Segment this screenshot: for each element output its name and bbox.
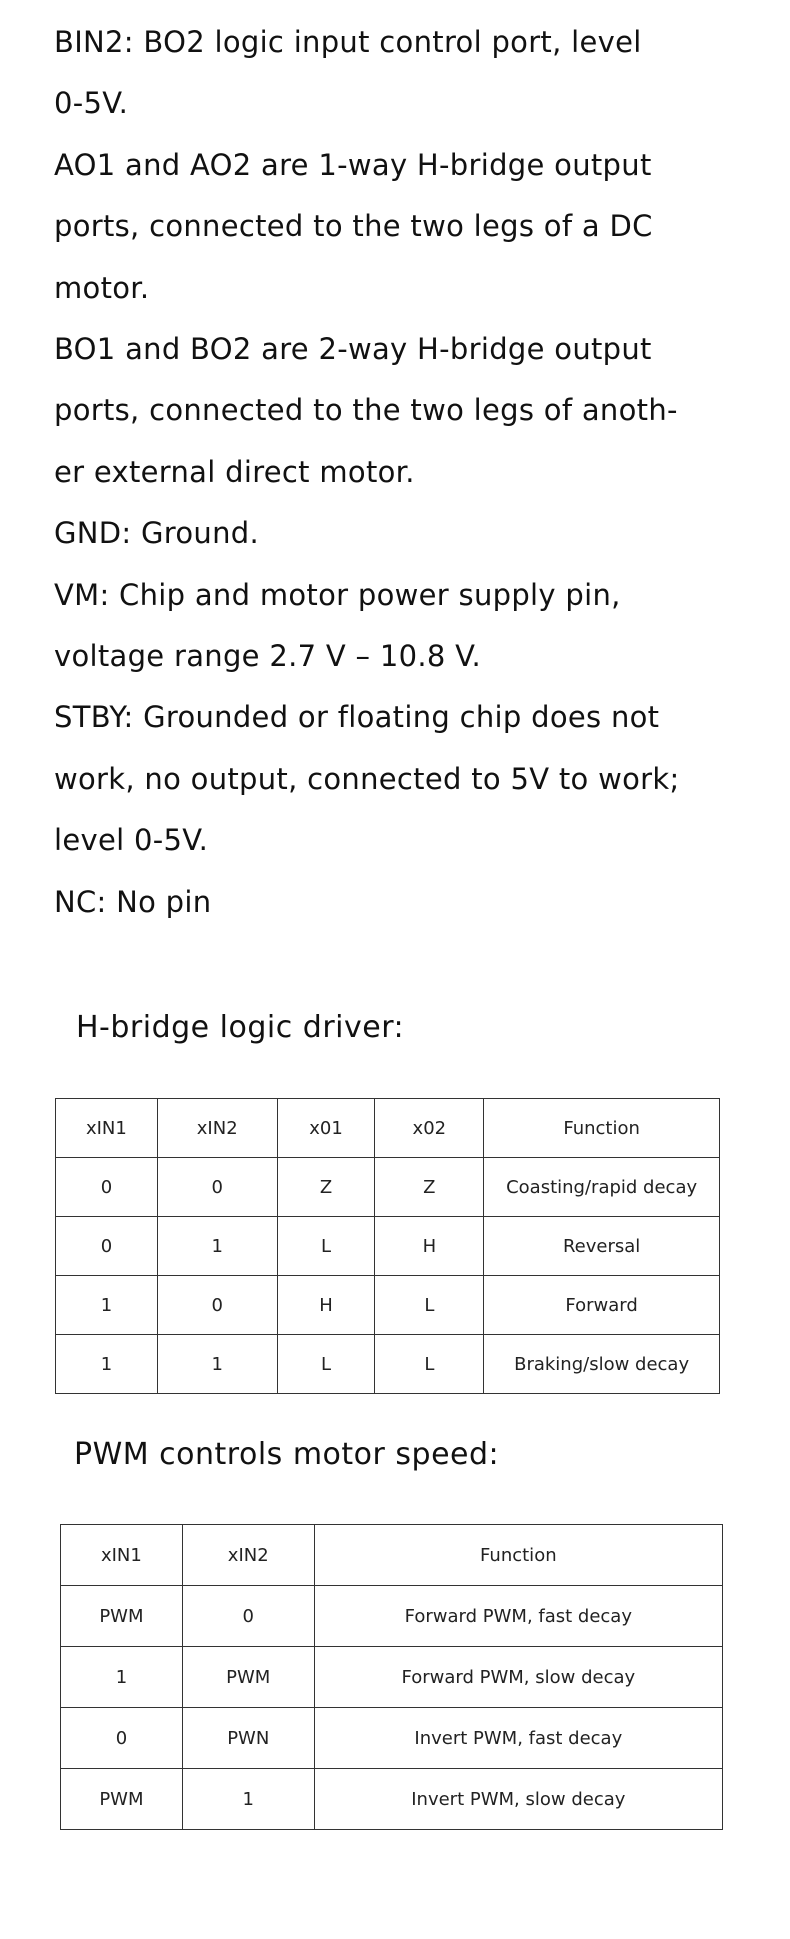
text-line: NC: No pin <box>54 884 212 919</box>
table-cell: L <box>375 1335 484 1394</box>
text-line: ports, connected to the two legs of a DC <box>54 209 653 244</box>
header-cell: x01 <box>277 1099 375 1158</box>
table-cell: 1 <box>157 1217 277 1276</box>
table-cell: 0 <box>157 1158 277 1217</box>
text-line: ports, connected to the two legs of anoth- <box>54 393 678 428</box>
table-row <box>61 1586 723 1647</box>
text-line: 0-5V. <box>54 86 129 121</box>
table-cell: Invert PWM, slow decay <box>314 1769 722 1830</box>
table-cell: PWM <box>61 1586 183 1647</box>
table-cell: 0 <box>56 1158 158 1217</box>
table-cell: 1 <box>61 1647 183 1708</box>
table-row <box>56 1335 720 1394</box>
header-cell: xIN1 <box>56 1099 158 1158</box>
table-cell: PWM <box>61 1769 183 1830</box>
table-row <box>56 1217 720 1276</box>
table-cell: 1 <box>56 1276 158 1335</box>
table-cell: 0 <box>182 1586 314 1647</box>
table-cell: 1 <box>157 1335 277 1394</box>
text-line: work, no output, connected to 5V to work; <box>54 761 680 796</box>
text-line: BIN2: BO2 logic input control port, level <box>54 25 642 59</box>
text-line: BO1 and BO2 are 2-way H-bridge output <box>54 332 652 367</box>
table-cell: L <box>277 1217 375 1276</box>
table-cell: H <box>277 1276 375 1335</box>
text-line: GND: Ground. <box>54 516 259 551</box>
table-cell: Invert PWM, fast decay <box>314 1708 722 1769</box>
text-line: er external direct motor. <box>54 454 415 489</box>
table-cell: L <box>375 1276 484 1335</box>
text-line: AO1 and AO2 are 1-way H-bridge output <box>54 147 652 182</box>
logic-table-title: H-bridge logic driver: <box>76 1010 405 1045</box>
table-cell: H <box>375 1217 484 1276</box>
header-cell: Function <box>484 1099 720 1158</box>
table-cell: 0 <box>56 1217 158 1276</box>
pwm-table-title: PWM controls motor speed: <box>74 1437 500 1472</box>
text-line: VM: Chip and motor power supply pin, <box>54 577 621 612</box>
text-line: STBY: Grounded or floating chip does not <box>54 700 660 735</box>
table-header-row <box>61 1525 723 1586</box>
table-cell: PWN <box>182 1708 314 1769</box>
header-cell: xIN1 <box>61 1525 183 1586</box>
table-cell: Reversal <box>484 1217 720 1276</box>
table-cell: Forward PWM, slow decay <box>314 1647 722 1708</box>
pin-description-text <box>54 12 754 933</box>
table-cell: Forward PWM, fast decay <box>314 1586 722 1647</box>
text-line: level 0-5V. <box>54 823 209 858</box>
table-cell: 1 <box>56 1335 158 1394</box>
table-cell: PWM <box>182 1647 314 1708</box>
table-row <box>56 1276 720 1335</box>
header-cell: xIN2 <box>157 1099 277 1158</box>
table-cell: Z <box>375 1158 484 1217</box>
table-row <box>56 1158 720 1217</box>
header-cell: Function <box>314 1525 722 1586</box>
table-row <box>61 1647 723 1708</box>
table-cell: 0 <box>61 1708 183 1769</box>
header-cell: x02 <box>375 1099 484 1158</box>
pwm-table <box>60 1524 723 1830</box>
table-cell: L <box>277 1335 375 1394</box>
text-line: voltage range 2.7 V – 10.8 V. <box>54 639 482 674</box>
table-header-row <box>56 1099 720 1158</box>
table-cell: Braking/slow decay <box>484 1335 720 1394</box>
logic-table <box>55 1098 720 1394</box>
text-line: motor. <box>54 270 150 305</box>
header-cell: xIN2 <box>182 1525 314 1586</box>
table-cell: Z <box>277 1158 375 1217</box>
table-cell: 1 <box>182 1769 314 1830</box>
table-cell: Coasting/rapid decay <box>484 1158 720 1217</box>
table-cell: 0 <box>157 1276 277 1335</box>
table-row <box>61 1708 723 1769</box>
table-cell: Forward <box>484 1276 720 1335</box>
table-row <box>61 1769 723 1830</box>
